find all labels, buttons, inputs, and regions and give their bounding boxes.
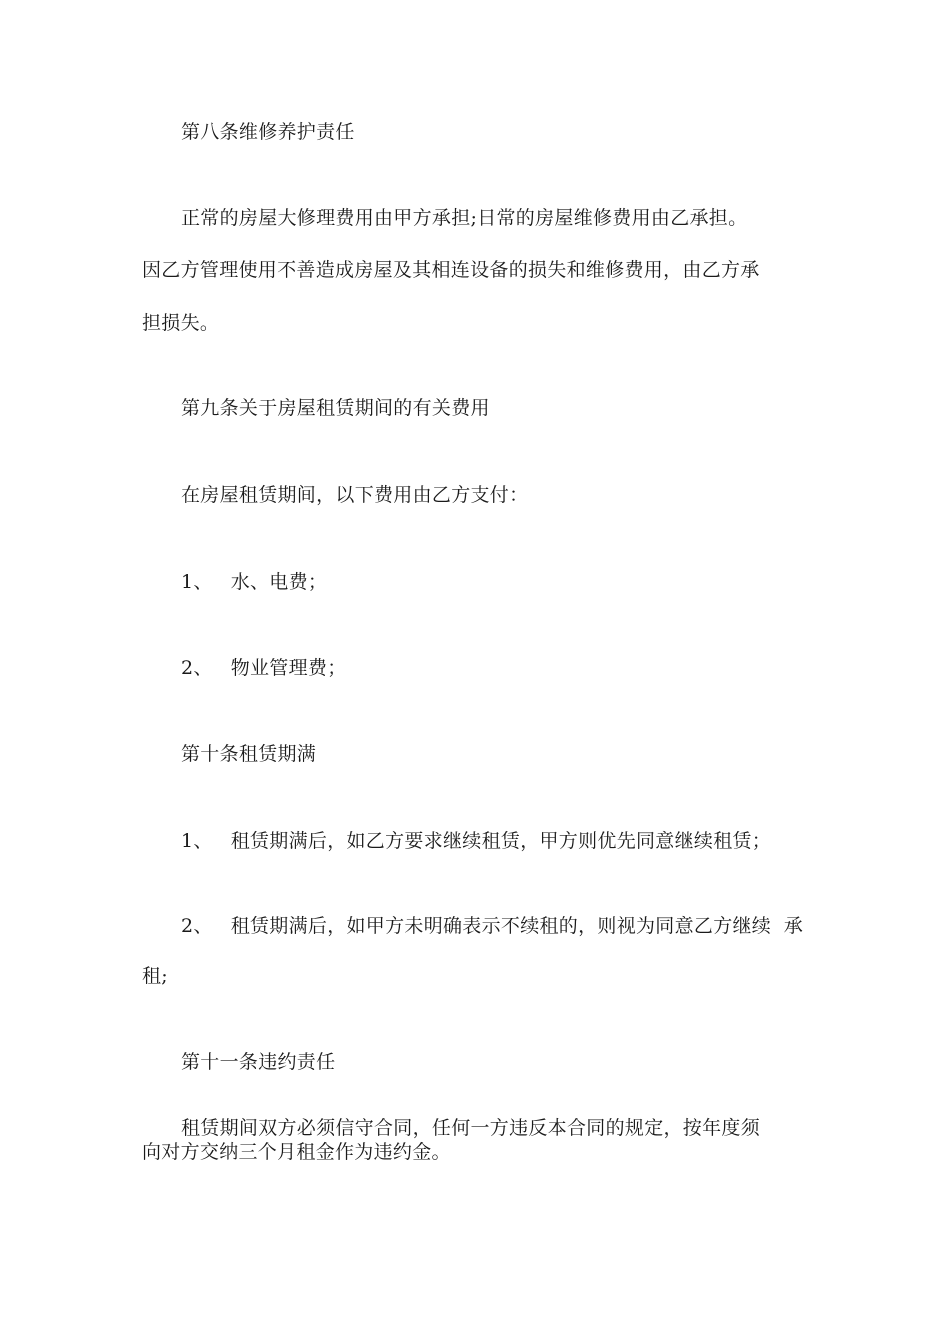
item-number: 2、 (181, 915, 213, 937)
section-8-paragraph-line-2: 因乙方管理使用不善造成房屋及其相连设备的损失和维修费用，由乙方承 (142, 259, 760, 281)
section-8-heading: 第八条维修养护责任 (181, 121, 355, 143)
section-10-item-2 (181, 914, 803, 938)
section-9-heading: 第九条关于房屋租赁期间的有关费用 (181, 397, 490, 419)
item-number: 1、 (181, 571, 213, 593)
item-number: 1、 (181, 830, 213, 852)
item-text: 租赁期满后，如甲方未明确表示不续租的，则视为同意乙方继续 承 (230, 915, 804, 937)
section-11-heading: 第十一条违约责任 (181, 1051, 336, 1073)
section-11-paragraph-line-1: 租赁期间双方必须信守合同，任何一方违反本合同的规定，按年度须 (181, 1117, 761, 1139)
section-8-paragraph-line-1: 正常的房屋大修理费用由甲方承担;日常的房屋维修费用由乙承担。 (181, 207, 748, 229)
section-9-item-2 (181, 656, 347, 680)
item-text: 水、电费； (230, 571, 328, 593)
section-10-item-2-continuation: 租; (142, 965, 169, 987)
section-9-intro: 在房屋租赁期间，以下费用由乙方支付： (181, 484, 529, 506)
section-10-item-1 (181, 829, 771, 853)
section-11-paragraph-line-2: 向对方交纳三个月租金作为违约金。 (142, 1141, 451, 1163)
item-text: 物业管理费； (230, 657, 347, 679)
item-number: 2、 (181, 657, 213, 679)
section-8-paragraph-line-3: 担损失。 (142, 312, 220, 334)
section-10-heading: 第十条租赁期满 (181, 743, 317, 765)
section-9-item-1 (181, 570, 327, 594)
item-text: 租赁期满后，如乙方要求继续租赁，甲方则优先同意继续租赁； (230, 830, 772, 852)
